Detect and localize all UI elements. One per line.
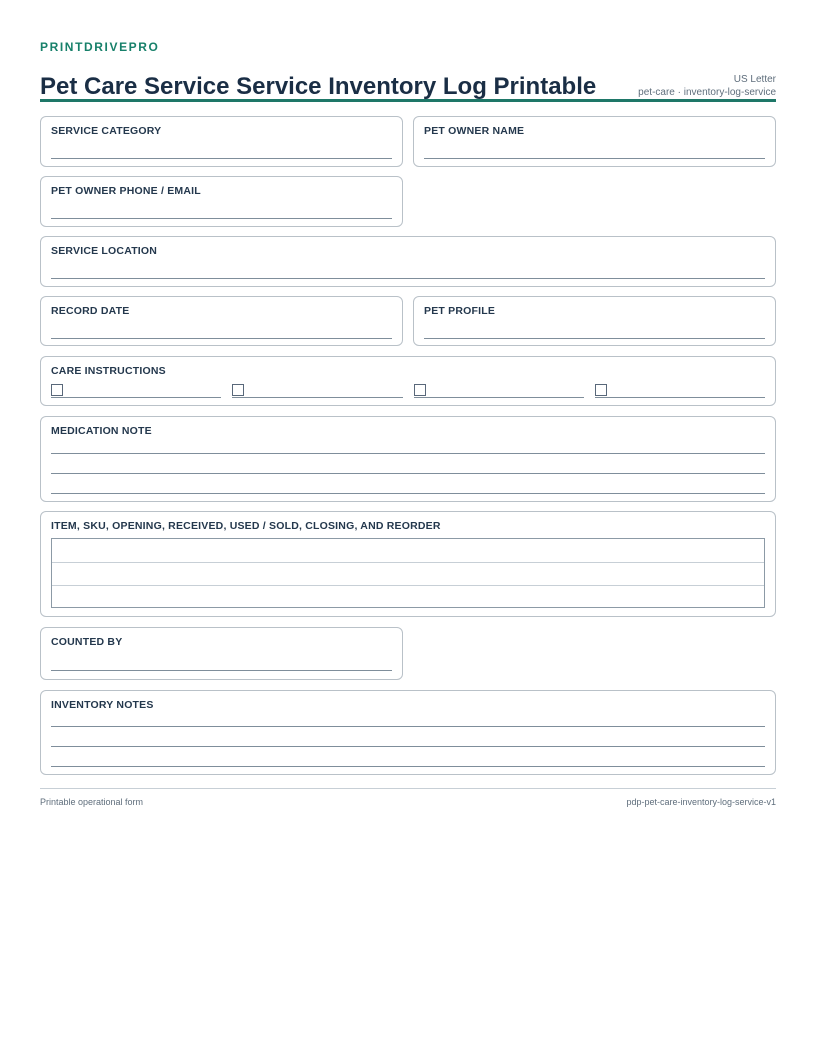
- form-page: [40, 40, 776, 102]
- header-meta: [638, 73, 776, 99]
- service-category-field[interactable]: [40, 116, 403, 167]
- table-row-divider: [52, 562, 764, 563]
- pet-profile-line[interactable]: [424, 338, 765, 339]
- pet-owner-contact-label: PET OWNER PHONE / EMAIL: [51, 185, 201, 197]
- footer-left-text: Printable operational form: [40, 797, 144, 807]
- checkbox-icon[interactable]: [595, 384, 607, 396]
- pet-profile-field[interactable]: [413, 296, 776, 346]
- footer-form-id: pdp-pet-care-inventory-log-service-v1: [626, 797, 776, 807]
- counted-by-line[interactable]: [51, 670, 392, 671]
- record-date-field[interactable]: [40, 296, 403, 346]
- medication-note-field[interactable]: [40, 416, 776, 502]
- pet-owner-contact-line[interactable]: [51, 218, 392, 219]
- inventory-table-label: ITEM, SKU, OPENING, RECEIVED, USED / SOLD, CLOSING, AND REORDER: [51, 520, 441, 532]
- inventory-notes-line-3[interactable]: [51, 766, 765, 767]
- care-checkbox-4[interactable]: [595, 382, 765, 398]
- inventory-notes-line-1[interactable]: [51, 726, 765, 727]
- care-checkbox-1[interactable]: [51, 382, 221, 398]
- checkbox-icon[interactable]: [51, 384, 63, 396]
- inventory-notes-field[interactable]: [40, 690, 776, 775]
- medication-note-label: MEDICATION NOTE: [51, 425, 152, 437]
- service-location-label: SERVICE LOCATION: [51, 245, 158, 257]
- inventory-notes-label: INVENTORY NOTES: [51, 699, 154, 711]
- pet-owner-name-label: PET OWNER NAME: [424, 125, 525, 137]
- service-location-line[interactable]: [51, 278, 765, 279]
- medication-note-line-1[interactable]: [51, 453, 765, 454]
- care-instructions-field: [40, 356, 776, 406]
- page-title: Pet Care Service Service Inventory Log Printable: [40, 73, 597, 100]
- checkbox-line: [414, 397, 584, 398]
- paper-size: US Letter: [733, 74, 776, 85]
- counted-by-field[interactable]: [40, 627, 403, 680]
- service-location-field[interactable]: [40, 236, 776, 287]
- care-instructions-label: CARE INSTRUCTIONS: [51, 365, 166, 377]
- inventory-table-field: [40, 511, 776, 617]
- checkbox-line: [595, 397, 765, 398]
- checkbox-icon[interactable]: [414, 384, 426, 396]
- care-checkbox-3[interactable]: [414, 382, 584, 398]
- pet-owner-contact-field[interactable]: [40, 176, 403, 227]
- pet-profile-label: PET PROFILE: [424, 305, 496, 317]
- pet-owner-name-line[interactable]: [424, 158, 765, 159]
- form-slug: pet-care · inventory-log-service: [638, 87, 776, 98]
- checkbox-icon[interactable]: [232, 384, 244, 396]
- brand-logo: PRINTDRIVEPRO: [40, 40, 160, 54]
- record-date-label: RECORD DATE: [51, 305, 130, 317]
- inventory-notes-line-2[interactable]: [51, 746, 765, 747]
- checkbox-line: [51, 397, 221, 398]
- pet-owner-name-field[interactable]: [413, 116, 776, 167]
- header: [40, 54, 776, 102]
- table-row-divider: [52, 585, 764, 586]
- inventory-table: [51, 538, 765, 608]
- medication-note-line-2[interactable]: [51, 473, 765, 474]
- service-category-line[interactable]: [51, 158, 392, 159]
- service-category-label: SERVICE CATEGORY: [51, 125, 162, 137]
- checkbox-line: [232, 397, 403, 398]
- footer: [40, 788, 776, 807]
- record-date-line[interactable]: [51, 338, 392, 339]
- medication-note-line-3[interactable]: [51, 493, 765, 494]
- counted-by-label: COUNTED BY: [51, 636, 123, 648]
- care-checkbox-2[interactable]: [232, 382, 403, 398]
